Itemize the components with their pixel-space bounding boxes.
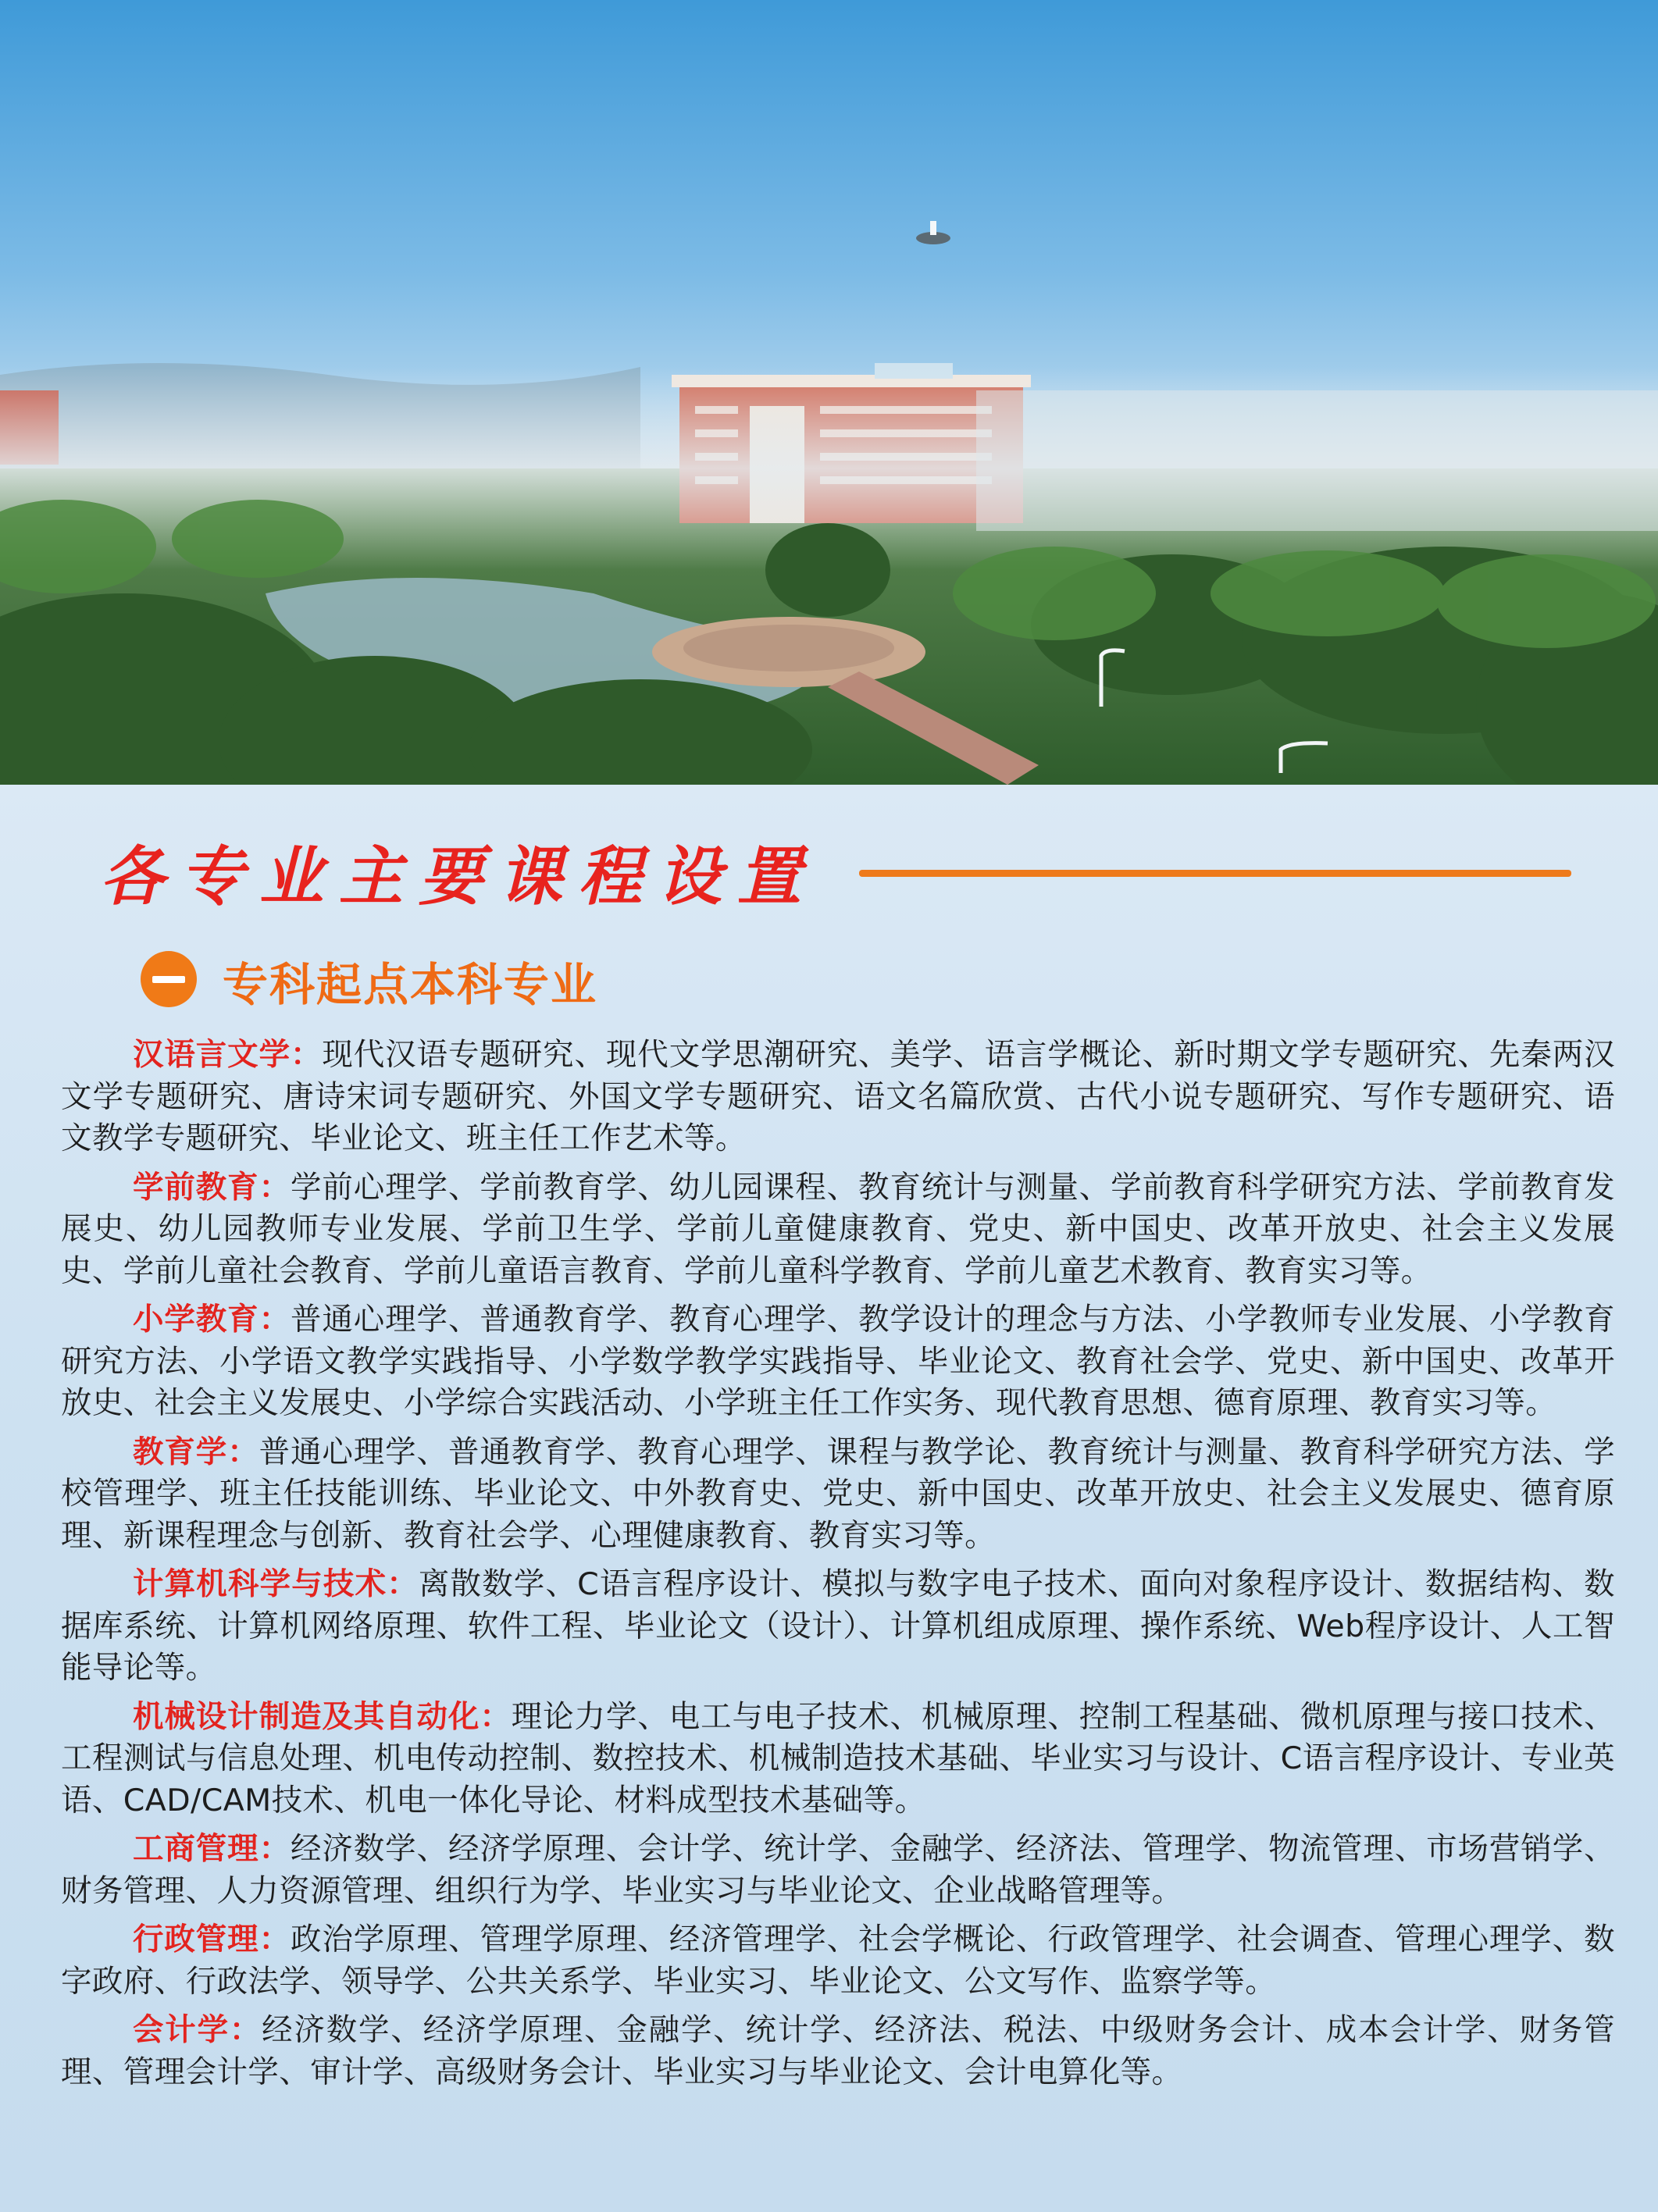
course-content: 普通心理学、普通教育学、教育心理学、教学设计的理念与方法、小学教师专业发展、小学教育研究方法、小学语文教学实践指导、小学数学教学实践指导、毕业论文、教育社会学、党史、新中国史、改革开放史、社会主义发展史、小学综合实践活动、小学班主任工作实务、现代教育思想、德育原理、教育实习等。 — [61, 1302, 1615, 1421]
course-content: 经济数学、经济学原理、金融学、统计学、经济法、税法、中级财务会计、成本会计学、财务管理、管理会计学、审计学、高级财务会计、毕业实习与毕业论文、会计电算化等。 — [61, 2012, 1615, 2090]
section-number-badge — [141, 951, 197, 1007]
course-content: 离散数学、C语言程序设计、模拟与数字电子技术、面向对象程序设计、数据结构、数据库系统、计算机网络原理、软件工程、毕业论文（设计）、计算机组成原理、操作系统、Web程序设计、人工智能导论等。 — [61, 1566, 1616, 1686]
course-item: 小学教育：普通心理学、普通教育学、教育心理学、教学设计的理念与方法、小学教师专业发展、小学教育研究方法、小学语文教学实践指导、小学数学教学实践指导、毕业论文、教育社会学、党史、新中国史、改革开放史、社会主义发展史、小学综合实践活动、小学班主任工作实务、现代教育思想、德育原理、教育实习等。 — [61, 1302, 1615, 1421]
section-number-glyph — [152, 976, 185, 983]
section-title: 专科起点本科专业 — [223, 958, 598, 1011]
course-content: 政治学原理、管理学原理、经济管理学、社会学概论、行政管理学、社会调查、管理心理学、数字政府、行政法学、领导学、公共关系学、毕业实习、毕业论文、公文写作、监察学等。 — [61, 1922, 1615, 2000]
course-content: 普通心理学、普通教育学、教育心理学、课程与教学论、教育统计与测量、教育科学研究方法、学校管理学、班主任技能训练、毕业论文、中外教育史、党史、新中国史、改革开放史、社会主义发展史、德育原理、新课程理念与创新、教育社会学、心理健康教育、教育实习等。 — [61, 1434, 1616, 1554]
course-content: 学前心理学、学前教育学、幼儿园课程、教育统计与测量、学前教育科学研究方法、学前教育发展史、幼儿园教师专业发展、学前卫生学、学前儿童健康教育、党史、新中国史、改革开放史、社会主义发展史、学前儿童社会教育、学前儿童语言教育、学前儿童科学教育、学前儿童艺术教育、教育实习等。 — [61, 1169, 1615, 1289]
course-content: 现代汉语专题研究、现代文学思潮研究、美学、语言学概论、新时期文学专题研究、先秦两汉文学专题研究、唐诗宋词专题研究、外国文学专题研究、语文名篇欣赏、古代小说专题研究、写作专题研究、语文教学专题研究、毕业论文、班主任工作艺术等。 — [61, 1037, 1616, 1156]
major-name: 汉语言文学 — [133, 1037, 291, 1073]
major-name: 教育学 — [133, 1434, 228, 1470]
course-item: 计算机科学与技术：离散数学、C语言程序设计、模拟与数字电子技术、面向对象程序设计、数据结构、数据库系统、计算机网络原理、软件工程、毕业论文（设计）、计算机组成原理、操作系统、Web程序设计、人工智能导论等。 — [61, 1566, 1616, 1686]
major-name: 工商管理 — [133, 1831, 259, 1867]
course-item: 汉语言文学：现代汉语专题研究、现代文学思潮研究、美学、语言学概论、新时期文学专题研究、先秦两汉文学专题研究、唐诗宋词专题研究、外国文学专题研究、语文名篇欣赏、古代小说专题研究、写作专题研究、语文教学专题研究、毕业论文、班主任工作艺术等。 — [61, 1037, 1616, 1156]
major-name: 机械设计制造及其自动化 — [133, 1698, 480, 1735]
major-name: 会计学 — [133, 2012, 230, 2048]
course-item: 行政管理：政治学原理、管理学原理、经济管理学、社会学概论、行政管理学、社会调查、管理心理学、数字政府、行政法学、领导学、公共关系学、毕业实习、毕业论文、公文写作、监察学等。 — [61, 1922, 1615, 2000]
campus-photo — [0, 0, 1658, 785]
course-item: 教育学：普通心理学、普通教育学、教育心理学、课程与教学论、教育统计与测量、教育科学研究方法、学校管理学、班主任技能训练、毕业论文、中外教育史、党史、新中国史、改革开放史、社会主义发展史、德育原理、新课程理念与创新、教育社会学、心理健康教育、教育实习等。 — [61, 1434, 1616, 1554]
major-name: 计算机科学与技术 — [133, 1566, 387, 1602]
major-name: 小学教育 — [133, 1302, 259, 1338]
course-item: 学前教育：学前心理学、学前教育学、幼儿园课程、教育统计与测量、学前教育科学研究方法、学前教育发展史、幼儿园教师专业发展、学前卫生学、学前儿童健康教育、党史、新中国史、改革开放史、社会主义发展史、学前儿童社会教育、学前儿童语言教育、学前儿童科学教育、学前儿童艺术教育、教育实习等。 — [61, 1169, 1615, 1289]
page-title: 各专业主要课程设置 — [100, 839, 817, 914]
course-item: 工商管理：经济数学、经济学原理、会计学、统计学、金融学、经济法、管理学、物流管理、市场营销学、财务管理、人力资源管理、组织行为学、毕业实习与毕业论文、企业战略管理等。 — [61, 1831, 1615, 1909]
course-item: 会计学：经济数学、经济学原理、金融学、统计学、经济法、税法、中级财务会计、成本会计学、财务管理、管理会计学、审计学、高级财务会计、毕业实习与毕业论文、会计电算化等。 — [61, 2012, 1615, 2090]
major-name: 学前教育 — [133, 1169, 259, 1206]
course-item: 机械设计制造及其自动化：理论力学、电工与电子技术、机械原理、控制工程基础、微机原理与接口技术、工程测试与信息处理、机电传动控制、数控技术、机械制造技术基础、毕业实习与设计、C语言程序设计、专业英语、CAD/CAM技术、机电一体化导论、材料成型技术基础等。 — [61, 1698, 1616, 1818]
course-list — [61, 1035, 1615, 2100]
title-divider — [859, 870, 1571, 877]
course-content: 理论力学、电工与电子技术、机械原理、控制工程基础、微机原理与接口技术、工程测试与信息处理、机电传动控制、数控技术、机械制造技术基础、毕业实习与设计、C语言程序设计、专业英语、CAD/CAM技术、机电一体化导论、材料成型技术基础等。 — [61, 1698, 1616, 1818]
major-name: 行政管理 — [133, 1922, 259, 1957]
course-content: 经济数学、经济学原理、会计学、统计学、金融学、经济法、管理学、物流管理、市场营销学、财务管理、人力资源管理、组织行为学、毕业实习与毕业论文、企业战略管理等。 — [61, 1831, 1615, 1909]
